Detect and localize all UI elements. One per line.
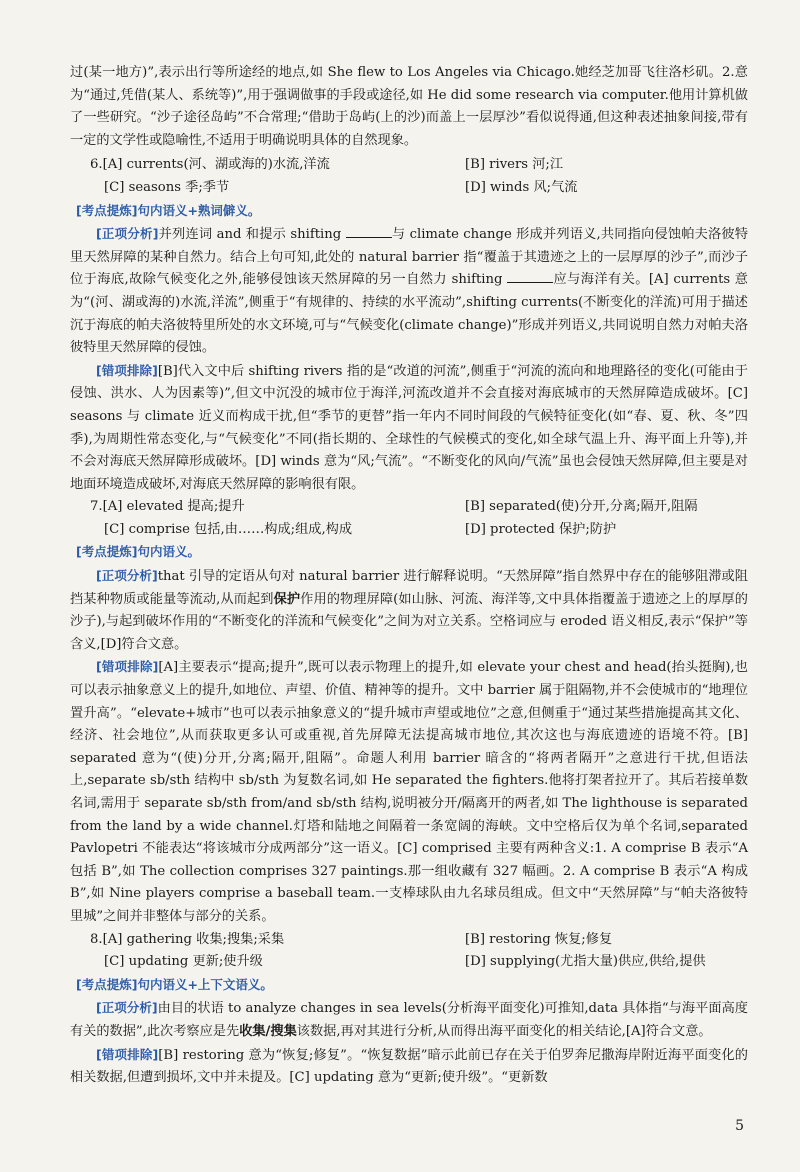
page-number: 5 xyxy=(735,1118,744,1134)
question-7 xyxy=(70,496,748,928)
q6-wrong-analysis xyxy=(70,360,748,497)
q7-cx-text: [A]主要表示“提高;提升”,既可以表示物理上的提升,如 elevate your chest and head(抬头挺胸),也可以表示抽象意义上的提升,如地位、声望、价值、精神等的提升。文中 barrier 属于阻隔物,并不会使城市的“地理位置升高”。“elevate+城市”也可以表示抽象意义的“提升城市声望或地位”之意,但侧重于“通过某些措施提高其文化、经济、社会地位”,从而获取更多认可或重视,首先屏障无法提高城市地位,其次这也与海底遗迹的语境不符。[B] separated 意为“(使)分开,分离;隔开,阻隔”。命题人利用 barrier 暗含的“将两者隔开”之意进行干扰,但语法上,separate sb/sth 结构中 sb/sth 为复数名词,如 He separated the fighters.他将打架者拉开了。其后若接单数名词,需用于 separate sb/sth from/and sb/sth 结构,说明被分开/隔离开的两者,如 The lighthouse is separated from the land by a wide channel.灯塔和陆地之间隔着一条宽阔的海峡。文中空格后仅为单个名词,separated Pavlopetri 不能表达“将该城市分成两部分”这一语义。[C] comprised 主要有两种含义:1. A comprise B 表示“A 包括 B”,如 The collection comprises 327 paintings.那一组收藏有 327 幅画。2. A comprise B 表示“A 构成 B”,如 Nine players comprise a baseball team.一支棒球队由九名球员组成。但文中“天然屏障”与“帕夫洛彼特里城”之间并非整体与部分的关系。 xyxy=(70,660,748,924)
q6-kaodian-text: 句内语义+熟词僻义。 xyxy=(137,202,261,218)
blank-line xyxy=(346,225,392,238)
question-6 xyxy=(70,154,748,496)
q7-kaodian-tag: [考点提炼] xyxy=(76,544,138,560)
q6-zx-part2: 与 climate change 形成并列语义,共同指向侵蚀帕夫洛彼特里天然屏障的某种自然力。结合上句可知,此处的 natural barrier 指“覆盖于其遗迹之上的一层厚厚的沙子”,而沙子位于海底,故除气候变化之外,能够侵蚀该天然屏障的另一自然力 shifting xyxy=(70,227,749,288)
q6-zx-tag: [正项分析] xyxy=(96,226,159,242)
q8-option-b: [B] restoring 恢复;修复 xyxy=(465,931,613,947)
q8-option-d: [D] supplying(尤指大量)供应,供给,提供 xyxy=(465,954,706,970)
q7-options-row-2 xyxy=(70,519,748,542)
q8-zx-part2: 该数据,再对其进行分析,从而得出海平面变化的相关结论,[A]符合文意。 xyxy=(296,1023,712,1039)
intro-paragraph: 过(某一地方)”,表示出行等所途经的地点,如 She flew to Los Angeles via Chicago.她经芝加哥飞往洛杉矶。2.意为“通过,凭借(某人、系统等)”,用于强调做事的手段或途径,如 He did some research via computer.他用计算机做了一些研究。“沙子途径岛屿”不合常理;“借助于岛屿(上的沙)而盖上一层厚沙”看似说得通,但这种表述抽象间接,带有一定的文学性或隐喻性,不适用于明确说明具体的自然现象。 xyxy=(70,65,748,148)
q7-correct-analysis xyxy=(70,565,748,656)
q6-zx-part3: 应与海洋有关。[A] currents 意为“(河、湖或海的)水流,洋流”,侧重于“有规律的、持续的水平流动”,shifting currents(不断变化的洋流)可用于描述沉于海底的帕夫洛彼特里所处的水文环境,可与“气候变化(climate change)”形成并列语义,共同说明自然力对帕夫洛彼特里天然屏障的侵蚀。 xyxy=(70,272,748,356)
q6-options-row-1 xyxy=(70,154,748,177)
q6-zx-part1: 并列连词 and 和提示 shifting xyxy=(158,227,342,243)
q6-cx-text: [B]代入文中后 shifting rivers 指的是“改道的河流”,侧重于“河流的流向和地理路径的变化(可能由于侵蚀、洪水、人为因素等)”,但文中沉没的城市位于海洋,河流改道并不会直接对海底城市的天然屏障造成破坏。[C] seasons 与 climate 近义而构成干扰,但“季节的更替”指一年内不同时间段的气候特征变化(如“春、夏、秋、冬”四季),为周期性常态变化,与“气候变化”不同(指长期的、全球性的气候模式的变化,如全球气温上升、海平面上升等),并不会对海底天然屏障形成破坏。[D] winds 意为“风;气流”。“不断变化的风向/气流”虽也会侵蚀天然屏障,但主要是对地面环境造成破坏,对海底天然屏障的影响很有限。 xyxy=(70,363,748,492)
q8-wrong-analysis xyxy=(70,1044,748,1090)
q6-correct-analysis xyxy=(70,223,748,360)
question-8 xyxy=(70,929,748,1090)
q7-options-row-1 xyxy=(70,496,748,519)
q7-option-c: [C] comprise 包括,由……构成;组成,构成 xyxy=(104,521,353,537)
q8-option-a: [A] gathering 收集;搜集;采集 xyxy=(102,931,285,947)
q6-option-d: [D] winds 风;气流 xyxy=(465,179,578,195)
q6-option-a: [A] currents(河、湖或海的)水流,洋流 xyxy=(102,157,330,173)
q8-kaodian-tag: [考点提炼] xyxy=(76,976,138,992)
q7-kaodian-text: 句内语义。 xyxy=(137,544,200,560)
q7-option-a: [A] elevated 提高;提升 xyxy=(102,499,245,515)
q7-number: 7. xyxy=(90,499,103,515)
q8-correct-analysis xyxy=(70,997,748,1043)
q6-options-row-2 xyxy=(70,177,748,200)
q7-option-b: [B] separated(使)分开,分离;隔开,阻隔 xyxy=(465,499,698,515)
q6-kaodian xyxy=(70,200,748,224)
q6-cx-tag: [错项排除] xyxy=(96,362,158,378)
q7-zx-bold: 保护 xyxy=(273,591,301,607)
q8-kaodian-text: 句内语义+上下文语义。 xyxy=(137,976,273,992)
q8-kaodian xyxy=(70,974,748,998)
q8-options-row-1 xyxy=(70,929,748,952)
q6-option-c: [C] seasons 季;季节 xyxy=(104,179,230,195)
q6-kaodian-tag: [考点提炼] xyxy=(76,202,138,218)
q7-zx-part2: 作用的物理屏障(如山脉、河流、海洋等,文中具体指覆盖于遗迹之上的厚厚的沙子),与起到破坏作用的“不断变化的洋流和气候变化”之间为对立关系。空格词应与 eroded 语义相反,表示“保护”等含义,[D]符合文意。 xyxy=(70,591,748,652)
q8-number: 8. xyxy=(90,931,103,947)
q7-option-d: [D] protected 保护;防护 xyxy=(465,521,617,537)
q7-zx-tag: [正项分析] xyxy=(96,568,158,584)
q8-zx-bold: 收集/搜集 xyxy=(239,1023,297,1039)
q8-option-c: [C] updating 更新;使升级 xyxy=(104,954,263,970)
q6-option-b: [B] rivers 河;江 xyxy=(465,157,564,173)
q7-kaodian xyxy=(70,541,748,565)
q7-zx-part1: that 引导的定语从句对 natural barrier 进行解释说明。“天然屏障”指自然界中存在的能够阻滞或阻挡某种物质或能量等流动,从而起到 xyxy=(70,569,748,607)
q8-cx-text: [B] restoring 意为“恢复;修复”。“恢复数据”暗示此前已存在关于伯罗奔尼撒海岸附近海平面变化的相关数据,但遭到损坏,文中并未提及。[C] updating 意为“更新;使升级”。“更新数 xyxy=(70,1047,748,1086)
q6-number: 6. xyxy=(90,157,103,173)
blank-line xyxy=(507,270,553,283)
q8-zx-part1: 由目的状语 to analyze changes in sea levels(分析海平面变化)可推知,data 具体指“与海平面高度有关的数据”,此次考察应是先 xyxy=(70,1001,748,1039)
q8-options-row-2 xyxy=(70,951,748,974)
q8-cx-tag: [错项排除] xyxy=(96,1046,159,1062)
q8-zx-tag: [正项分析] xyxy=(96,1000,158,1016)
q7-wrong-analysis xyxy=(70,656,748,928)
q7-cx-tag: [错项排除] xyxy=(96,659,159,675)
